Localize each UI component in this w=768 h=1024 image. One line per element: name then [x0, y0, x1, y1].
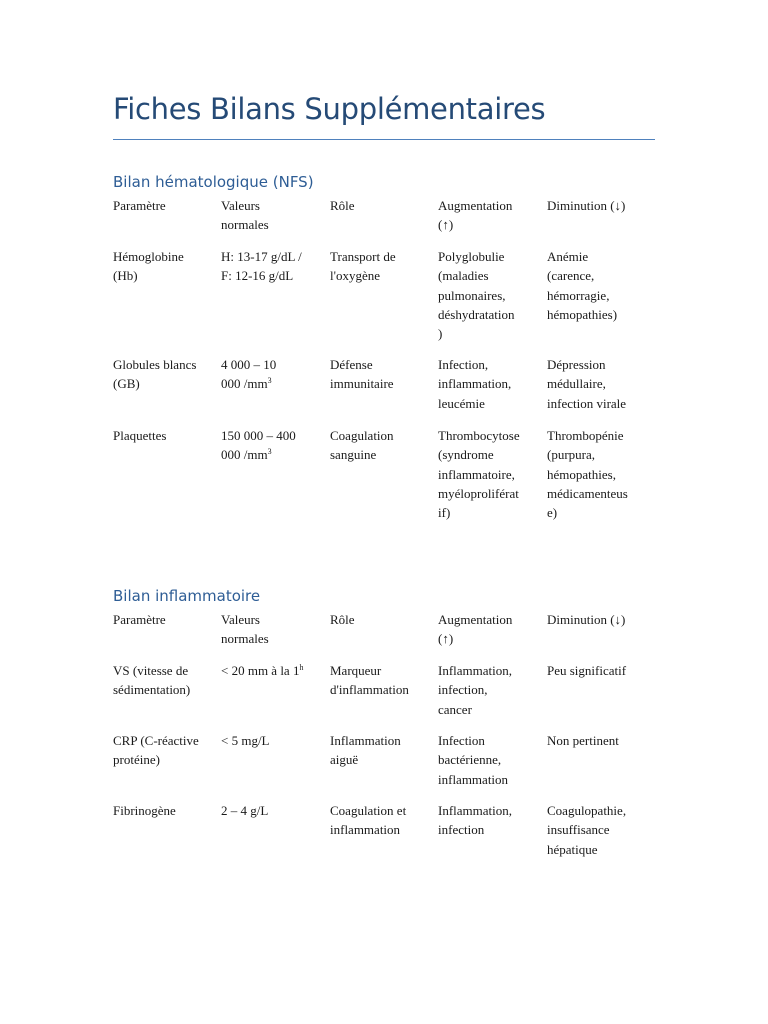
cell-increase: Inflammation, infection [438, 803, 513, 838]
page-title: Fiches Bilans Supplémentaires [113, 92, 546, 126]
cell-decrease: Non pertinent [547, 733, 619, 748]
header-decrease: Diminution (↓) [547, 198, 626, 213]
cell-normal-values: < 5 mg/L [221, 733, 270, 748]
cell-role: Transport de l'oxygène [330, 249, 396, 284]
header-parameter: Paramètre [113, 612, 166, 627]
cell-role: Coagulation sanguine [330, 428, 394, 463]
header-role: Rôle [330, 198, 355, 213]
cell-parameter: Fibrinogène [113, 803, 176, 818]
cell-parameter: Plaquettes [113, 428, 167, 443]
cell-parameter: Hémoglobine (Hb) [113, 249, 184, 284]
header-parameter: Paramètre [113, 198, 166, 213]
normal-value-text: < 20 mm à la 1 [221, 663, 300, 678]
header-normal-values: Valeurs normales [221, 612, 269, 647]
cell-role: Marqueur d'inflammation [330, 663, 409, 698]
cell-normal-values [221, 426, 296, 465]
cell-decrease: Dépression médullaire, infection virale [547, 357, 627, 411]
cell-normal-values [221, 355, 276, 394]
cell-decrease: Thrombopénie (purpura, hémopathies, médicamenteus e) [547, 428, 628, 521]
cell-increase: Infection bactérienne, inflammation [438, 733, 509, 787]
cell-role: Inflammation aiguë [330, 733, 401, 768]
cell-parameter: Globules blancs (GB) [113, 357, 197, 392]
cell-normal-values [221, 661, 303, 680]
section-heading-hematology: Bilan hématologique (NFS) [113, 173, 314, 191]
cell-increase: Inflammation, infection, cancer [438, 663, 513, 717]
unit-superscript: 3 [267, 376, 272, 386]
cell-parameter: CRP (C-réactive protéine) [113, 733, 199, 768]
cell-decrease: Peu significatif [547, 663, 627, 678]
header-normal-values: Valeurs normales [221, 198, 269, 233]
header-decrease: Diminution (↓) [547, 612, 626, 627]
header-increase: Augmentation (↑) [438, 612, 513, 647]
unit-superscript: h [299, 663, 304, 672]
cell-increase: Infection, inflammation, leucémie [438, 357, 512, 411]
header-role: Rôle [330, 612, 355, 627]
cell-decrease: Coagulopathie, insuffisance hépatique [547, 803, 627, 857]
cell-parameter: VS (vitesse de sédimentation) [113, 663, 191, 698]
unit-superscript: 3 [267, 447, 272, 457]
title-divider [113, 139, 655, 140]
section-heading-inflammatory: Bilan inflammatoire [113, 587, 261, 605]
cell-role: Coagulation et inflammation [330, 803, 407, 838]
normal-value-text: 150 000 – 400 000 /mm [221, 428, 296, 463]
cell-decrease: Anémie (carence, hémorragie, hémopathies) [547, 249, 618, 322]
cell-role: Défense immunitaire [330, 357, 394, 392]
normal-value-text: 4 000 – 10 000 /mm [221, 357, 277, 392]
header-increase: Augmentation (↑) [438, 198, 513, 233]
cell-increase: Thrombocytose (syndrome inflammatoire, myéloproliférat if) [438, 428, 520, 521]
cell-normal-values: H: 13-17 g/dL / F: 12-16 g/dL [221, 249, 302, 284]
cell-normal-values: 2 – 4 g/L [221, 803, 269, 818]
cell-increase: Polyglobulie (maladies pulmonaires, déshydratation ) [438, 249, 515, 342]
